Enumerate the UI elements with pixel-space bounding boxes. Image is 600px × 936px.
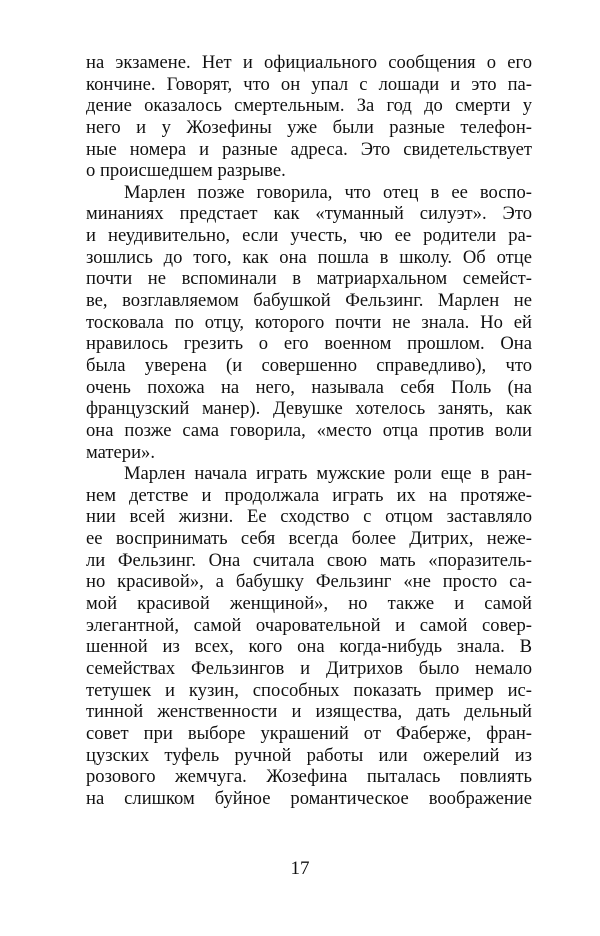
text-line: очень похожа на него, называла себя Поль (на <box>86 376 532 398</box>
text-line: французский манер). Девушке хотелось занять, как <box>86 398 532 420</box>
text-line: зошлись до того, как она пошла в школу. Об отце <box>86 246 532 268</box>
text-line: ли Фельзинг. Она считала свою мать «поразитель- <box>86 549 532 571</box>
text-line: совет при выборе украшений от Фаберже, фран- <box>86 722 532 744</box>
text-line: шенной из всех, кого она когда-нибудь знала. В <box>86 636 532 658</box>
text-line: тосковала по отцу, которого почти не знала. Но ей <box>86 311 532 333</box>
text-line: но красивой», а бабушку Фельзинг «не просто са- <box>86 571 532 593</box>
text-line: на экзамене. Нет и официального сообщения о его <box>86 52 532 73</box>
text-line: ные номера и разные адреса. Это свидетельствует <box>86 138 532 160</box>
text-line: ве, возглавляемом бабушкой Фельзинг. Марлен не <box>86 290 532 312</box>
text-line: нии всей жизни. Ее сходство с отцом заставляло <box>86 506 532 528</box>
text-line: тинной женственности и изящества, дать дельный <box>86 701 532 723</box>
text-line: Марлен позже говорила, что отец в ее воспо- <box>124 181 532 203</box>
text-line: почти не вспоминали в матриархальном семейст- <box>86 268 532 290</box>
text-line: мой красивой женщиной», но также и самой <box>86 593 532 615</box>
text-line: тетушек и кузин, способных показать пример ис- <box>86 679 532 701</box>
text-line: о происшедшем разрыве. <box>86 160 286 182</box>
text-line: него и у Жозефины уже были разные телефон- <box>86 116 532 138</box>
text-line: элегантной, самой очаровательной и самой совер- <box>86 614 532 636</box>
book-page-text <box>86 52 532 809</box>
text-line: Марлен начала играть мужские роли еще в ран- <box>124 463 532 485</box>
text-line: на слишком буйное романтическое воображение <box>86 787 532 809</box>
text-line: матери». <box>86 441 155 463</box>
text-line: розового жемчуга. Жозефина пыталась повлиять <box>86 766 532 788</box>
text-line: цузских туфель ручной работы или ожерелий из <box>86 744 532 766</box>
text-line: она позже сама говорила, «место отца против воли <box>86 419 532 441</box>
text-line: нем детстве и продолжала играть их на протяже- <box>86 484 532 506</box>
text-line: кончине. Говорят, что он упал с лошади и это па- <box>86 73 532 95</box>
text-line: ее воспринимать себя всегда более Дитрих, неже- <box>86 528 532 550</box>
text-line: семействах Фельзингов и Дитрихов было немало <box>86 657 532 679</box>
text-line: нравилось грезить о его военном прошлом. Она <box>86 333 532 355</box>
text-line: была уверена (и совершенно справедливо), что <box>86 354 532 376</box>
text-line: и неудивительно, если учесть, чю ее родители ра- <box>86 225 532 247</box>
text-line: минаниях предстает как «туманный силуэт». Это <box>86 203 532 225</box>
text-line: дение оказалось смертельным. За год до смерти у <box>86 95 532 117</box>
page-number: 17 <box>290 858 310 879</box>
